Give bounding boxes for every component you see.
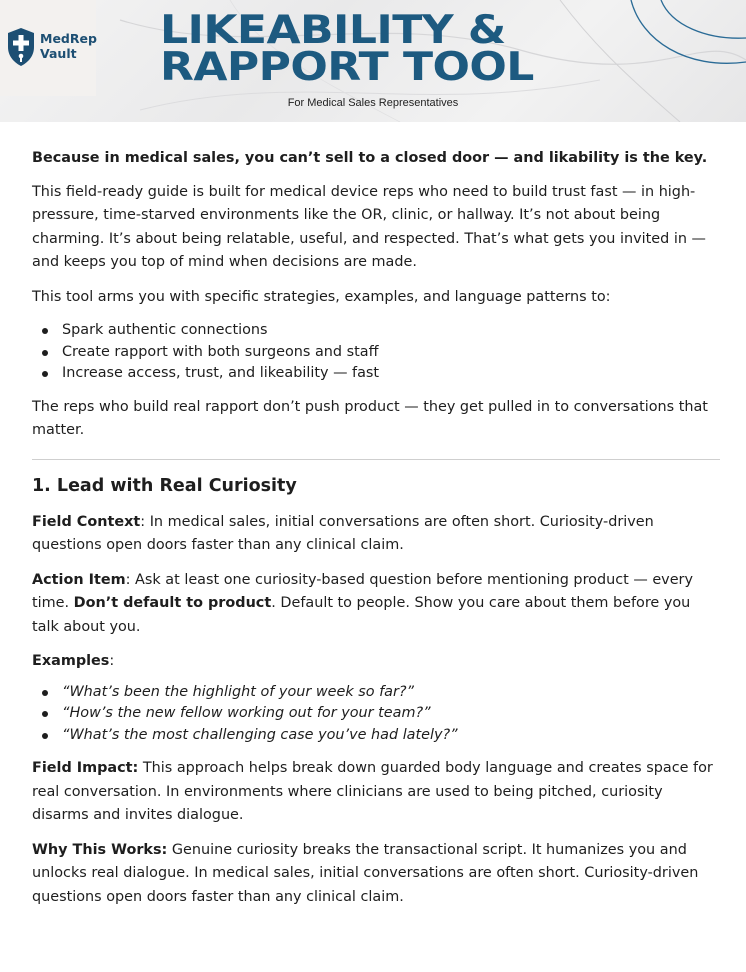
list-item: Create rapport with both surgeons and staff <box>62 342 720 364</box>
why-this-works-paragraph <box>32 839 720 910</box>
page-title <box>160 8 534 90</box>
intro-paragraph-1: This field-ready guide is built for medical device reps who need to build trust fast — in high-pressure, time-starved environments like the OR, clinic, or hallway. It’s not about being charming. It’s about being relatable, useful, and respected. That’s what gets you invited in — and keeps you top of mind when decisions are made. <box>32 183 706 270</box>
examples-colon: : <box>109 653 115 669</box>
list-item <box>62 682 720 704</box>
examples-label: Examples <box>32 653 110 669</box>
intro-paragraph-3: The reps who build real rapport don’t push product — they get pulled in to conversations that matter. <box>32 398 708 438</box>
list-item: Increase access, trust, and likeability — fast <box>62 363 720 385</box>
document-body <box>32 147 720 920</box>
action-item-text-1: : Ask at least one curiosity-based question before mentioning product — every time. <box>32 571 693 611</box>
why-this-works-label: Why This Works: <box>32 841 168 858</box>
action-item-emphasis: Don’t default to product <box>73 595 272 611</box>
list-item <box>62 725 720 747</box>
section-divider <box>32 459 720 460</box>
shield-cross-icon <box>6 27 36 67</box>
why-this-works-text: Genuine curiosity breaks the transactional script. It humanizes you and unlocks real dialogue. In medical sales, initial conversations are often short. Curiosity-driven questions open doors faster than any clinical claim. <box>32 841 699 905</box>
example-quote: “How’s the new fellow working out for your team?” <box>62 705 431 721</box>
list-item <box>62 703 720 725</box>
logo-line-2: Vault <box>40 46 77 61</box>
intro-paragraph-2: This tool arms you with specific strategies, examples, and language patterns to: <box>32 288 611 305</box>
action-item-paragraph <box>32 569 720 640</box>
title-line-2: RAPPORT TOOL <box>160 45 534 90</box>
page-subtitle: For Medical Sales Representatives <box>287 97 459 109</box>
example-quote: “What’s the most challenging case you’ve had lately?” <box>62 726 458 743</box>
decorative-arcs <box>626 0 746 80</box>
field-impact-text: This approach helps break down guarded body language and creates space for real conversation. In environments where clinicians are used to being pitched, curiosity disarms and invites dialogue. <box>32 760 713 823</box>
header-banner <box>0 0 746 122</box>
action-item-text-2: . Default to people. Show you care about them before you talk about you. <box>32 595 691 635</box>
logo <box>0 0 96 96</box>
field-context-paragraph <box>32 511 720 558</box>
list-item: Spark authentic connections <box>62 320 720 342</box>
examples-paragraph <box>32 650 720 674</box>
example-quote: “What’s been the highlight of your week so far?” <box>62 683 415 700</box>
section-heading: 1. Lead with Real Curiosity <box>32 475 297 496</box>
logo-line-1: MedRep <box>40 31 97 46</box>
field-impact-paragraph <box>32 757 720 828</box>
intro-bullet-list <box>32 320 720 385</box>
field-impact-label: Field Impact: <box>32 760 139 776</box>
title-line-1: LIKEABILITY & <box>160 8 506 53</box>
action-item-label: Action Item <box>32 571 126 588</box>
field-context-text: : In medical sales, initial conversations are often short. Curiosity-driven questions open doors faster than any clinical claim. <box>32 513 654 553</box>
examples-list <box>32 682 720 747</box>
logo-text <box>40 31 97 61</box>
intro-lead: Because in medical sales, you can’t sell to a closed door — and likability is the key. <box>32 150 708 166</box>
field-context-label: Field Context <box>32 513 141 530</box>
